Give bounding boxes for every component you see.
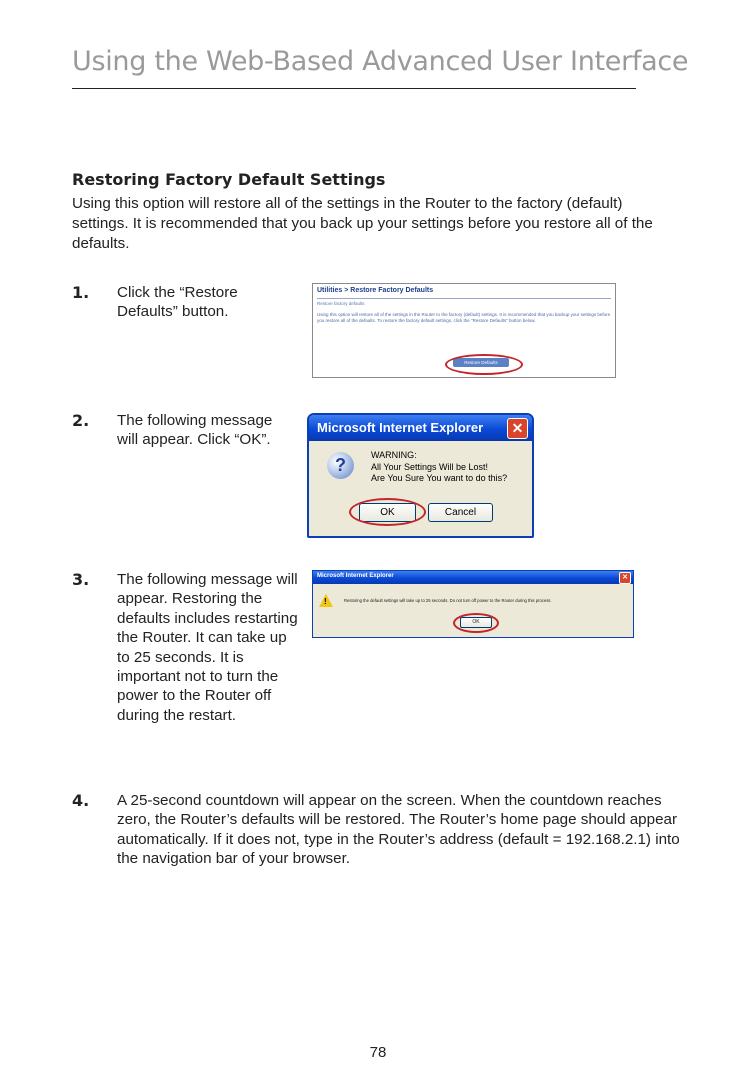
- confirm-line: Are You Sure You want to do this?: [371, 473, 508, 483]
- restore-defaults-button[interactable]: Restore Defaults: [453, 358, 509, 367]
- step-2-number: 2.: [72, 411, 90, 430]
- warning-dialog: [307, 413, 534, 538]
- highlight-ring: [349, 498, 426, 526]
- page-title: Using the Web-Based Advanced User Interface: [72, 46, 689, 77]
- dialog-message: [371, 450, 507, 485]
- close-icon[interactable]: ✕: [507, 418, 528, 439]
- close-icon[interactable]: ✕: [619, 572, 631, 584]
- step-3-text: The following message will appear. Restoring the defaults includes restarting the Router. It can take up to 25 seconds. It is important not to turn the power to the Router off during the restart.: [117, 571, 298, 724]
- ok-button[interactable]: OK: [359, 503, 416, 522]
- breadcrumb: Utilities > Restore Factory Defaults: [317, 287, 434, 294]
- intro-paragraph: Using this option will restore all of the settings in the Router to the factory (default) settings. It is recommended that you back up your settings before you restore all of the defaults.: [72, 195, 653, 252]
- highlight-ring: [453, 613, 499, 633]
- cancel-button[interactable]: Cancel: [428, 503, 493, 522]
- dialog-titlebar: [313, 571, 633, 584]
- step-1-text: Click the “Restore Defaults” button.: [117, 284, 238, 321]
- restore-defaults-screenshot: [312, 283, 616, 378]
- subheading: Restore factory defaults: [317, 301, 365, 306]
- highlight-ring: [445, 354, 523, 375]
- step-4-text: A 25-second countdown will appear on the screen. When the countdown reaches zero, the Router’s defaults will be restored. The Router’s home page should appear automatically. If it does not, type in the Router’s address (default = 192.168.2.1) into the navigation bar of your browser.: [117, 792, 680, 868]
- divider: [317, 298, 611, 299]
- title-divider: [72, 88, 636, 89]
- warning-icon-mark: !: [324, 597, 327, 606]
- description: Using this option will restore all of the settings in the Router to the factory (default) settings. It is recommended that you backup your settings before you restore all of the defaults. To restore the factory default settings, click the "Restore Defaults" button below.: [317, 312, 611, 323]
- warning-line: All Your Settings Will be Lost!: [371, 461, 489, 472]
- question-icon: ?: [327, 452, 354, 479]
- restart-dialog: [312, 570, 634, 638]
- warning-label: WARNING:: [371, 450, 417, 460]
- section-heading: Restoring Factory Default Settings: [72, 170, 386, 189]
- step-2-text: The following message will appear. Click “OK”.: [117, 412, 273, 449]
- ok-button[interactable]: OK: [460, 617, 492, 628]
- dialog-message: Restoring the default settings will take up to 25 seconds. Do not turn off power to the Router during this process.: [344, 598, 552, 603]
- dialog-title: Microsoft Internet Explorer: [317, 420, 484, 435]
- step-4-number: 4.: [72, 791, 90, 810]
- dialog-title: Microsoft Internet Explorer: [317, 573, 394, 579]
- page-number: 78: [369, 1044, 387, 1061]
- step-1-number: 1.: [72, 283, 90, 302]
- step-3-number: 3.: [72, 570, 90, 589]
- dialog-titlebar: [309, 415, 532, 441]
